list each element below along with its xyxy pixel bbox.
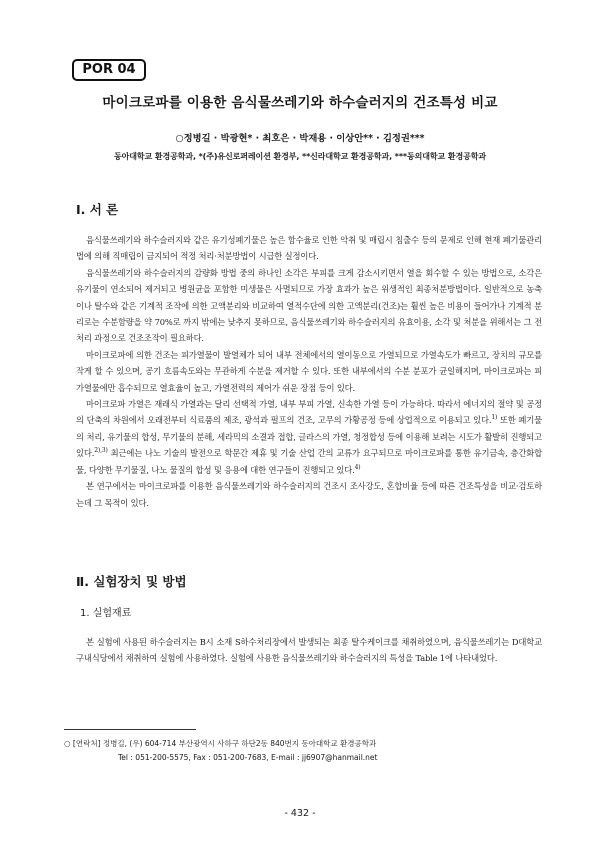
subsection-heading-materials: 1. 실험재료 [80, 608, 132, 619]
citation-ref-1: 1) [491, 414, 498, 422]
intro-paragraph-1: 음식물쓰레기와 하수슬러지와 같은 유기성폐기물은 높은 함수율로 인한 악취 및 매립시 침출수 등의 문제로 인해 현재 폐기물관리법에 의해 직매립이 금지되어 적정 처리·처분방법이 시급한 실정이다. [76, 235, 542, 262]
intro-paragraph-4-part-c: 최근에는 나노 기술의 발전으로 학문간 제휴 및 기술 산업 간의 교류가 요구되므로 마이크로파를 통한 유기금속, 층간화합물, 다양한 무기물질, 나노 물질의 합성 및 응용에 대한 연구들이 진행되고 있다. [76, 448, 542, 475]
affiliation-list: 동아대학교 환경공학과, *(주)유신로퍼레이션 환경부, **신라대학교 환경공학과, ***동의대학교 환경공학과 [114, 152, 486, 161]
paper-title: 마이크로파를 이용한 음식물쓰레기와 하수슬러지의 건조특성 비교 [102, 95, 498, 111]
footnote-phone-line: Tel : 051-200-5575, Fax : 051-200-7683, E-mail : jj6907@hanmail.net [118, 753, 378, 762]
page-number: - 432 - [284, 808, 316, 819]
intro-body [76, 232, 542, 511]
intro-paragraph-3: 마이크로파에 의한 건조는 피가열물이 발열체가 되어 내부 전체에서의 열이동으로 가열되므로 가열속도가 빠르고, 장치의 규모를 작게 할 수 있으며, 공기 흐름속도와는 무관하게 수분을 제거할 수 있다. 또한 내부에서의 수분 분포가 균일해지며, 마이크로파는 피가열물에만 흡수되므로 열효율이 높고, 가열전력의 제어가 쉬운 장점 등이 있다. [76, 349, 542, 393]
session-tag: POR 04 [72, 59, 146, 81]
intro-paragraph-5: 본 연구에서는 마이크로파를 이용한 음식물쓰레기와 하수슬러지의 건조시 조사강도, 혼합비율 등에 따른 건조특성을 비교·검토하는데 그 목적이 있다. [76, 481, 542, 508]
author-list: ○정병길 · 박광현* · 최호은 · 박재용 · 이상안** · 김정권*** [175, 133, 425, 144]
methods-paragraph-1: 본 실험에 사용된 하수슬러지는 B시 소재 S하수처리장에서 발생되는 최종 탈수케이크를 채취하였으며, 음식물쓰레기는 D대학교 구내식당에서 채취하여 실험에 사용하였다. 실험에 사용한 음식물쓰레기와 하수슬러지의 특성을 Table 1에 나타내었다. [76, 637, 542, 664]
intro-paragraph-2: 음식물쓰레기와 하수슬러지의 감량화 방법 중의 하나인 소각은 부피를 크게 감소시키면서 열을 회수할 수 있는 방법으로, 소각은 유기물이 연소되어 제거되고 병원균을 포함한 미생물은 사멸되므로 가장 효과가 높은 위생적인 최종처분방법이다. 일반적으로 농축이나 탈수와 같은 기계적 조작에 의한 고액분리와 비교하여 열적수단에 의한 고액분리(건조)는 훨씬 높은 비용이 들어가나 기계적 분리로는 수분함량을 약 70%로 까지 밖에는 낮추지 못하므로, 음식물쓰레기와 하수슬러지의 유효이용, 소각 및 처분을 위해서는 그 전처리 과정으로 건조조작이 필요하다. [76, 267, 542, 344]
citation-ref-2: 2),3) [94, 447, 108, 455]
footnote-contact-line: ○ [연락처] 정병길, (우) 604-714 부산광역시 사하구 하단2동 840번지 동아대학교 환경공학과 [64, 739, 377, 748]
intro-paragraph-4-part-b: 또한 폐기물의 처리, 유기물의 합성, 무기물의 분해, 세라믹의 소결과 접합, 글라스의 가열, 청정합성 등에 이용해 보려는 시도가 활발히 진행되고 있다. [76, 415, 542, 459]
intro-paragraph-4 [76, 396, 542, 478]
citation-ref-3: 4) [354, 463, 361, 471]
section-heading-intro: Ⅰ. 서 론 [76, 202, 119, 217]
footnote-divider [64, 729, 196, 730]
intro-paragraph-4-part-a: 마이크로파 가열은 재래식 가열과는 달리 선택적 가열, 내부 부피 가열, 신속한 가열 등이 가능하다. 따라서 에너지의 절약 및 공정의 단축의 차원에서 오래전부터 식료품의 제조, 광석과 펄프의 건조, 고무의 가황공정 등에 상업적으로 이용되고 있다. [76, 399, 542, 426]
methods-body [76, 634, 542, 667]
section-heading-methods: Ⅱ. 실험장치 및 방법 [76, 574, 187, 589]
contact-footnote [64, 737, 377, 765]
